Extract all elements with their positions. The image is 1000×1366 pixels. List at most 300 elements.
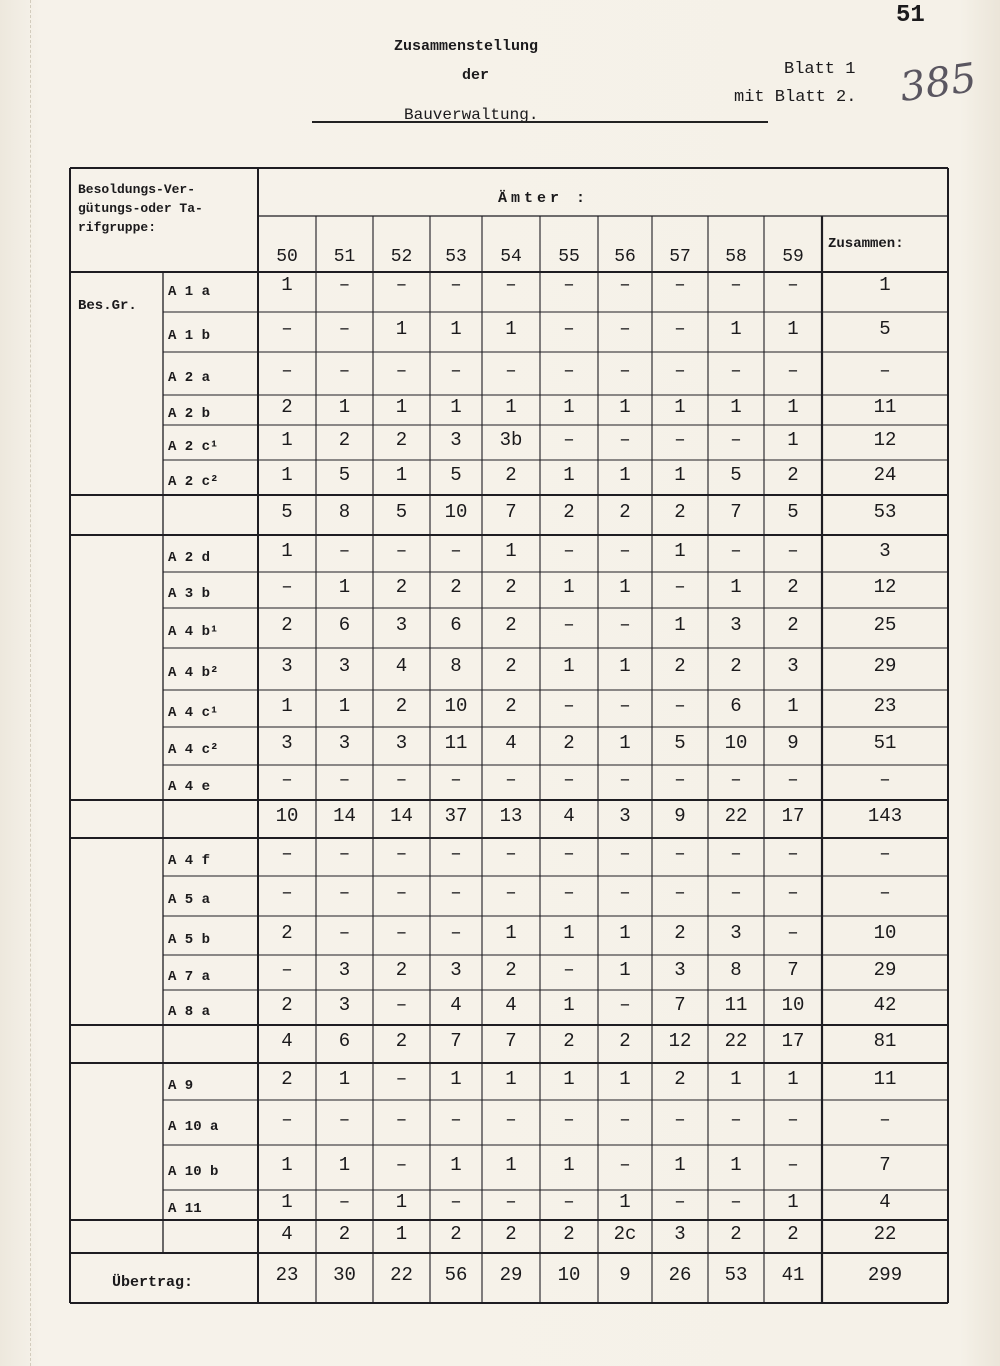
table-cell: 1 xyxy=(563,396,575,418)
uebertrag-cell: 23 xyxy=(275,1264,299,1286)
column-header: 52 xyxy=(390,247,413,267)
table-cell: – xyxy=(338,539,351,562)
title-line-1: Zusammenstellung xyxy=(394,38,539,55)
table-cell: 1 xyxy=(338,1153,351,1176)
table-cell: – xyxy=(338,921,351,944)
table-cell: 2 xyxy=(619,501,631,523)
table-cell: 1 xyxy=(395,396,408,418)
row-label: A 2 d xyxy=(168,549,211,566)
row-label: A 4 e xyxy=(168,778,211,795)
table-cell: 2 xyxy=(450,1222,462,1245)
table-cell: 5 xyxy=(450,463,462,486)
row-total: 143 xyxy=(867,805,903,827)
table-cell: – xyxy=(338,318,351,340)
table-cell: 9 xyxy=(787,732,799,754)
table-cell: – xyxy=(450,768,462,791)
row-label: A 3 b xyxy=(168,586,211,602)
table-cell: – xyxy=(281,882,293,904)
group-header-line: Besoldungs-Ver- xyxy=(78,182,196,197)
table-cell: – xyxy=(619,843,631,865)
table-cell: 1 xyxy=(395,463,408,486)
table-cell: – xyxy=(281,768,293,791)
table-cell: 1 xyxy=(281,428,293,451)
table-cell: 8 xyxy=(450,655,462,677)
table-cell: 7 xyxy=(450,1030,462,1052)
table-cell: 3 xyxy=(730,921,742,944)
table-cell: – xyxy=(505,882,517,904)
table-cell: – xyxy=(787,843,799,865)
table-cell: 1 xyxy=(338,694,351,717)
table-cell: – xyxy=(730,428,742,451)
row-label: A 1 a xyxy=(168,284,211,300)
table-cell: 2 xyxy=(505,694,517,717)
table-cell: 1 xyxy=(730,1153,742,1176)
table-cell: – xyxy=(395,882,408,904)
column-header: 56 xyxy=(614,247,636,267)
row-label: A 2 a xyxy=(168,369,211,386)
table-cell: 2 xyxy=(395,958,408,981)
table-cell: 2 xyxy=(505,655,517,677)
row-label: A 11 xyxy=(168,1201,202,1217)
table-cell: – xyxy=(787,921,799,944)
table-cell: 1 xyxy=(787,396,799,418)
table-cell: 2 xyxy=(674,655,686,677)
table-cell: 3 xyxy=(338,732,351,754)
group-header-line: gütungs-oder Ta- xyxy=(78,201,203,216)
table-cell: 14 xyxy=(390,805,413,827)
table-cell: 1 xyxy=(674,539,686,562)
column-header: 55 xyxy=(558,247,580,267)
table-cell: 1 xyxy=(281,1153,293,1176)
table-cell: 1 xyxy=(281,694,293,717)
row-label: A 10 b xyxy=(168,1163,219,1180)
table-cell: – xyxy=(619,993,631,1016)
table-cell: – xyxy=(563,318,575,340)
table-cell: – xyxy=(450,921,462,944)
table-cell: 1 xyxy=(563,655,575,677)
table-cell: 2 xyxy=(505,576,517,598)
table-cell: 22 xyxy=(724,1030,748,1052)
column-header: 59 xyxy=(782,247,804,267)
table-cell: 6 xyxy=(730,694,742,717)
group-label: Bes.Gr. xyxy=(78,298,137,314)
table-cell: 4 xyxy=(281,1222,293,1245)
table-cell: – xyxy=(563,428,575,451)
table-cell: 3 xyxy=(450,958,462,981)
table-cell: 2 xyxy=(281,993,293,1016)
table-cell: 2 xyxy=(505,958,517,981)
table-cell: 3 xyxy=(338,655,351,677)
row-total: 11 xyxy=(873,396,897,418)
table-cell: – xyxy=(619,428,631,451)
column-header: 50 xyxy=(276,247,298,267)
table-cell: 3 xyxy=(338,993,351,1016)
table-cell: 5 xyxy=(787,501,799,523)
table-cell: – xyxy=(338,768,351,791)
table-cell: – xyxy=(563,1108,575,1131)
table-cell: 2 xyxy=(395,428,408,451)
table-cell: 7 xyxy=(505,1030,517,1052)
row-label: A 2 c¹ xyxy=(168,438,219,455)
table-cell: 1 xyxy=(281,463,293,486)
table-cell: – xyxy=(505,274,517,296)
table-cell: 2 xyxy=(281,614,293,636)
row-label: A 5 b xyxy=(168,931,211,948)
row-total: 25 xyxy=(873,614,897,636)
table-cell: 1 xyxy=(450,396,462,418)
row-total: 53 xyxy=(873,501,897,523)
table-cell: – xyxy=(281,958,293,981)
table-cell: 1 xyxy=(787,428,799,451)
table-cell: – xyxy=(730,359,742,382)
table-cell: – xyxy=(338,843,351,865)
table-cell: 17 xyxy=(781,805,805,827)
table-cell: 1 xyxy=(563,993,575,1016)
table-cell: 2 xyxy=(395,576,408,598)
table-cell: 2 xyxy=(395,1030,408,1052)
table-cell: – xyxy=(730,768,742,791)
table-cell: – xyxy=(674,882,686,904)
table-cell: – xyxy=(450,843,462,865)
row-label: A 1 b xyxy=(168,328,211,344)
table-cell: 5 xyxy=(730,463,742,486)
table-cell: 2 xyxy=(505,463,517,486)
table-cell: – xyxy=(563,958,575,981)
table-cell: 3 xyxy=(281,732,293,754)
table-cell: – xyxy=(619,539,631,562)
table-cell: 2 xyxy=(505,1222,517,1245)
row-total: 3 xyxy=(879,539,891,562)
table-cell: 3 xyxy=(674,958,686,981)
table-cell: 2 xyxy=(674,1067,686,1090)
group-header-line: rifgruppe: xyxy=(78,220,157,235)
table-cell: 1 xyxy=(281,539,293,562)
table-cell: 2 xyxy=(395,694,408,717)
table-cell: – xyxy=(281,318,293,340)
table-cell: – xyxy=(674,1191,686,1213)
table-cell: 1 xyxy=(450,318,462,340)
row-total: 81 xyxy=(873,1030,897,1052)
table-cell: – xyxy=(730,843,742,865)
table-cell: – xyxy=(281,1108,293,1131)
table-cell: 5 xyxy=(395,501,408,523)
table-cell: 2c xyxy=(613,1222,637,1245)
uebertrag-cell: 30 xyxy=(333,1264,356,1286)
table-cell: – xyxy=(619,274,631,296)
row-total: 29 xyxy=(873,958,897,981)
table-cell: – xyxy=(395,539,408,562)
table-cell: 37 xyxy=(444,805,468,827)
row-label: A 9 xyxy=(168,1077,194,1094)
blatt-line-2: mit Blatt 2. xyxy=(734,88,857,107)
table-cell: – xyxy=(619,768,631,791)
table-cell: 12 xyxy=(668,1030,692,1052)
table-cell: 1 xyxy=(787,1067,799,1090)
table-cell: 3 xyxy=(730,614,742,636)
table-cell: – xyxy=(674,1108,686,1131)
row-total: 1 xyxy=(879,274,891,296)
table-cell: 2 xyxy=(674,921,686,944)
table-cell: 1 xyxy=(787,694,799,717)
table-cell: – xyxy=(450,539,462,562)
table-cell: 3 xyxy=(787,655,799,677)
table-cell: – xyxy=(450,274,462,296)
table-cell: 8 xyxy=(338,501,351,523)
table-cell: 6 xyxy=(450,614,462,636)
table-cell: 1 xyxy=(619,921,631,944)
row-label: A 8 a xyxy=(168,1003,211,1020)
table-cell: 3 xyxy=(674,1222,686,1245)
row-total: 24 xyxy=(873,463,897,486)
table-cell: – xyxy=(563,1191,575,1213)
row-total: – xyxy=(879,843,891,865)
table-cell: 11 xyxy=(444,732,468,754)
page-number: 51 xyxy=(896,2,925,29)
table-cell: 1 xyxy=(674,396,686,418)
row-label: A 7 a xyxy=(168,968,211,985)
table-cell: – xyxy=(619,882,631,904)
table-cell: 1 xyxy=(619,1191,631,1213)
table-cell: 1 xyxy=(730,576,742,598)
table-cell: – xyxy=(619,359,631,382)
table-cell: 2 xyxy=(563,1222,575,1245)
table-cell: 3 xyxy=(619,805,631,827)
table-cell: 4 xyxy=(505,993,517,1016)
table-cell: 1 xyxy=(395,1191,408,1213)
table-cell: 4 xyxy=(563,805,575,827)
table-cell: 7 xyxy=(730,501,742,523)
row-total: 12 xyxy=(873,576,897,598)
table-cell: 4 xyxy=(450,993,462,1016)
row-total: – xyxy=(879,1108,891,1131)
table-cell: – xyxy=(563,882,575,904)
table-cell: – xyxy=(563,694,575,717)
table-cell: – xyxy=(395,921,408,944)
table-cell: 7 xyxy=(674,993,686,1016)
table-cell: – xyxy=(395,274,408,296)
table-cell: 1 xyxy=(674,614,686,636)
row-total: 7 xyxy=(879,1153,891,1176)
table-cell: – xyxy=(674,843,686,865)
row-label: A 2 b xyxy=(168,406,211,422)
row-label: A 4 b² xyxy=(168,665,219,681)
table-cell: 6 xyxy=(338,614,351,636)
table-cell: 3b xyxy=(499,428,523,451)
table-cell: 1 xyxy=(619,463,631,486)
table-cell: – xyxy=(505,1191,517,1213)
table-cell: – xyxy=(787,882,799,904)
row-label: A 4 c² xyxy=(168,742,219,758)
table-cell: 1 xyxy=(505,921,517,944)
table-cell: 2 xyxy=(563,501,575,523)
table-cell: 1 xyxy=(505,318,517,340)
table-cell: – xyxy=(450,1191,462,1213)
table-cell: 1 xyxy=(787,1191,799,1213)
table-cell: 1 xyxy=(619,732,631,754)
uebertrag-label: Übertrag: xyxy=(112,1274,194,1291)
table-cell: 1 xyxy=(505,1067,517,1090)
uebertrag-cell: 29 xyxy=(499,1264,523,1286)
uebertrag-cell: 22 xyxy=(390,1264,413,1286)
table-cell: – xyxy=(395,1153,408,1176)
table-cell: 6 xyxy=(338,1030,351,1052)
table-cell: 2 xyxy=(450,576,462,598)
column-header: 51 xyxy=(333,247,356,267)
table-cell: – xyxy=(787,1108,799,1131)
table-cell: 3 xyxy=(450,428,462,451)
table-cell: 2 xyxy=(787,1222,799,1245)
table-cell: – xyxy=(674,428,686,451)
table-cell: 3 xyxy=(395,614,408,636)
row-total: – xyxy=(879,882,891,904)
handwritten-folio-number: 385 xyxy=(897,54,980,112)
table-cell: – xyxy=(674,576,686,598)
table-cell: – xyxy=(281,359,293,382)
table-cell: 9 xyxy=(674,805,686,827)
table-cell: – xyxy=(505,1108,517,1131)
title-line-2: der xyxy=(462,67,490,84)
table-cell: – xyxy=(395,993,408,1016)
table-cell: 1 xyxy=(338,396,351,418)
row-total: 12 xyxy=(873,428,897,451)
table-cell: – xyxy=(619,1108,631,1131)
table-cell: 1 xyxy=(505,539,517,562)
table-cell: 2 xyxy=(787,576,799,598)
table-cell: 13 xyxy=(499,805,523,827)
table-cell: 1 xyxy=(563,576,575,598)
blatt-line-1: Blatt 1 xyxy=(784,60,856,79)
table-cell: 2 xyxy=(338,1222,351,1245)
row-total: 22 xyxy=(873,1222,897,1245)
table-cell: 10 xyxy=(781,993,805,1016)
table-cell: 2 xyxy=(281,1067,293,1090)
table-cell: 2 xyxy=(505,614,517,636)
table-cell: 10 xyxy=(444,694,468,717)
table-cell: 2 xyxy=(563,732,575,754)
table-cell: – xyxy=(787,359,799,382)
table-cell: 2 xyxy=(787,463,799,486)
table-cell: 1 xyxy=(450,1067,462,1090)
table-cell: – xyxy=(619,614,631,636)
table-cell: 1 xyxy=(395,318,408,340)
uebertrag-cell: 56 xyxy=(444,1264,468,1286)
table-cell: – xyxy=(505,359,517,382)
table-cell: – xyxy=(730,274,742,296)
table-cell: – xyxy=(674,318,686,340)
table-cell: – xyxy=(450,1108,462,1131)
table-cell: 10 xyxy=(444,501,468,523)
table-cell: 1 xyxy=(505,396,517,418)
table-cell: 2 xyxy=(563,1030,575,1052)
row-total: 11 xyxy=(873,1067,897,1090)
table-cell: – xyxy=(395,1108,408,1131)
table-cell: 1 xyxy=(730,396,742,418)
row-total: 5 xyxy=(879,318,891,340)
uebertrag-cell: 41 xyxy=(781,1264,805,1286)
table-cell: – xyxy=(505,768,517,791)
table-cell: 3 xyxy=(395,732,408,754)
table-cell: – xyxy=(395,768,408,791)
row-label: A 4 c¹ xyxy=(168,704,219,721)
row-total: 29 xyxy=(873,655,897,677)
table-cell: – xyxy=(338,1191,351,1213)
column-header: 53 xyxy=(445,247,467,267)
table-cell: – xyxy=(787,1153,799,1176)
row-total: 4 xyxy=(879,1191,891,1213)
table-cell: – xyxy=(730,539,742,562)
table-cell: 1 xyxy=(450,1153,462,1176)
row-label: A 10 a xyxy=(168,1118,219,1135)
table-cell: 8 xyxy=(730,958,742,981)
table-cell: 22 xyxy=(724,805,748,827)
table-cell: 2 xyxy=(787,614,799,636)
table-cell: – xyxy=(674,359,686,382)
uebertrag-cell: 10 xyxy=(557,1264,581,1286)
table-cell: 1 xyxy=(505,1153,517,1176)
uebertrag-cell: 9 xyxy=(619,1264,631,1286)
table-cell: 5 xyxy=(338,463,351,486)
table-cell: 1 xyxy=(787,318,799,340)
table-cell: – xyxy=(787,539,799,562)
table-cell: 1 xyxy=(619,1067,631,1090)
row-total: – xyxy=(879,768,891,791)
table-cell: – xyxy=(674,694,686,717)
table-cell: – xyxy=(730,882,742,904)
table-cell: 1 xyxy=(674,1153,686,1176)
row-label: A 4 b¹ xyxy=(168,624,219,640)
table-cell: – xyxy=(338,274,351,296)
table-cell: 1 xyxy=(338,576,351,598)
table-cell: 14 xyxy=(333,805,356,827)
title-line-3: Bauverwaltung. xyxy=(404,106,539,124)
table-cell: 1 xyxy=(338,1067,351,1090)
row-total: 23 xyxy=(873,694,897,717)
table-cell: 4 xyxy=(505,732,517,754)
table-cell: 10 xyxy=(724,732,748,754)
table-cell: – xyxy=(730,1191,742,1213)
table-cell: – xyxy=(563,539,575,562)
table-cell: 1 xyxy=(563,921,575,944)
table-cell: – xyxy=(395,1067,408,1090)
table-cell: – xyxy=(674,768,686,791)
table-cell: 1 xyxy=(619,396,631,418)
table-cell: – xyxy=(563,274,575,296)
table-cell: 5 xyxy=(281,501,293,523)
uebertrag-cell: 53 xyxy=(724,1264,748,1286)
table-cell: 4 xyxy=(395,655,408,677)
table-cell: 2 xyxy=(338,428,351,451)
table-cell: 1 xyxy=(619,576,631,598)
table-cell: – xyxy=(450,359,462,382)
row-total: 42 xyxy=(873,993,897,1016)
table-cell: 1 xyxy=(281,1191,293,1213)
table-cell: – xyxy=(563,843,575,865)
row-label: A 4 f xyxy=(168,853,211,869)
table-cell: 1 xyxy=(619,655,631,677)
table-cell: – xyxy=(281,576,293,598)
table-cell: – xyxy=(395,359,408,382)
table-cell: 17 xyxy=(781,1030,805,1052)
table-cell: – xyxy=(450,882,462,904)
row-total: 51 xyxy=(873,732,897,754)
table-cell: 2 xyxy=(674,501,686,523)
table-cell: 2 xyxy=(281,396,293,418)
table-cell: 7 xyxy=(505,501,517,523)
table-cell: 1 xyxy=(730,1067,742,1090)
table-cell: 3 xyxy=(338,958,351,981)
uebertrag-total: 299 xyxy=(867,1264,903,1286)
table-cell: – xyxy=(563,614,575,636)
